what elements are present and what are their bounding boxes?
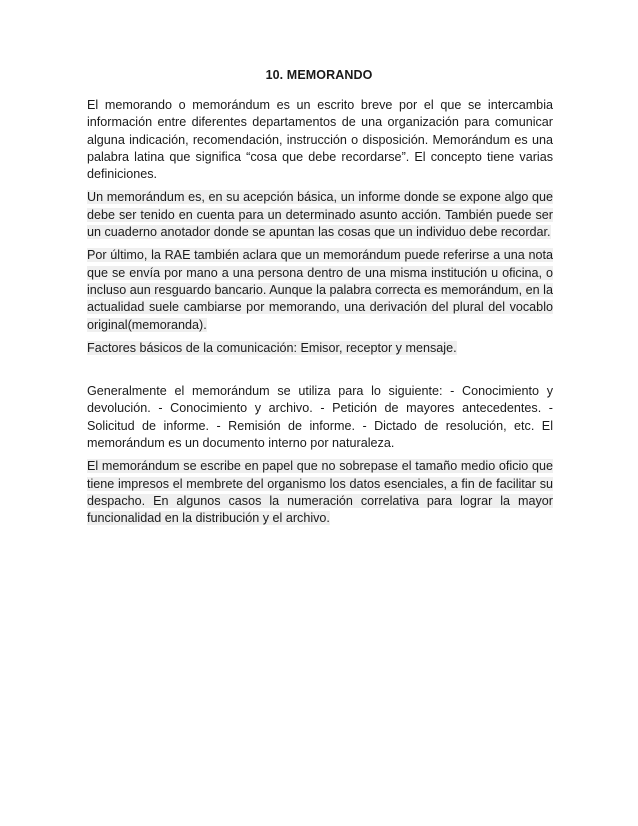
paragraph-rae — [87, 247, 553, 333]
document-body — [87, 97, 553, 534]
paragraph-text: Por último, la RAE también aclara que un memorándum puede referirse a una nota que se envía por mano a una persona dentro de una misma institución u oficina, o incluso aun resguardo bancario. Aunque la palabra correcta es memorándum, en la actualidad suele cambiarse por memorando, una derivación del plural del vocablo original(memoranda). — [87, 248, 553, 332]
paragraph-basic-meaning — [87, 189, 553, 241]
paragraph-communication-factors — [87, 340, 553, 357]
paragraph-format — [87, 458, 553, 527]
paragraph-text: Un memorándum es, en su acepción básica, un informe donde se expone algo que debe ser tenido en cuenta para un determinado asunto acción. También puede ser un cuaderno anotador donde se apuntan las cosas que un individuo debe recordar. — [87, 190, 553, 240]
paragraph-uses — [87, 383, 553, 452]
paragraph-definition — [87, 97, 553, 183]
blank-line — [87, 363, 553, 383]
document-title: 10. MEMORANDO — [265, 68, 373, 82]
paragraph-text: Factores básicos de la comunicación: Emisor, receptor y mensaje. — [87, 340, 457, 355]
paragraph-text: El memorándum se escribe en papel que no sobrepase el tamaño medio oficio que tiene impresos el membrete del organismo los datos esenciales, a fin de facilitar su despacho. En algunos casos la numeración correlativa para lograr la mayor funcionalidad en la distribución y el archivo. — [87, 459, 553, 526]
paragraph-text: Generalmente el memorándum se utiliza para lo siguiente: - Conocimiento y devolución. - Conocimiento y archivo. - Petición de mayores antecedentes. - Solicitud de informe. - Remisión de informe. - Dictado de resolución, etc. El memorándum es un documento interno por naturaleza. — [87, 384, 553, 451]
paragraph-text: El memorando o memorándum es un escrito breve por el que se intercambia información entre diferentes departamentos de una organización para comunicar alguna indicación, recomendación, instrucción o disposición. Memorándum es una palabra latina que significa “cosa que debe recordarse”. El concepto tiene varias definiciones. — [87, 98, 553, 182]
